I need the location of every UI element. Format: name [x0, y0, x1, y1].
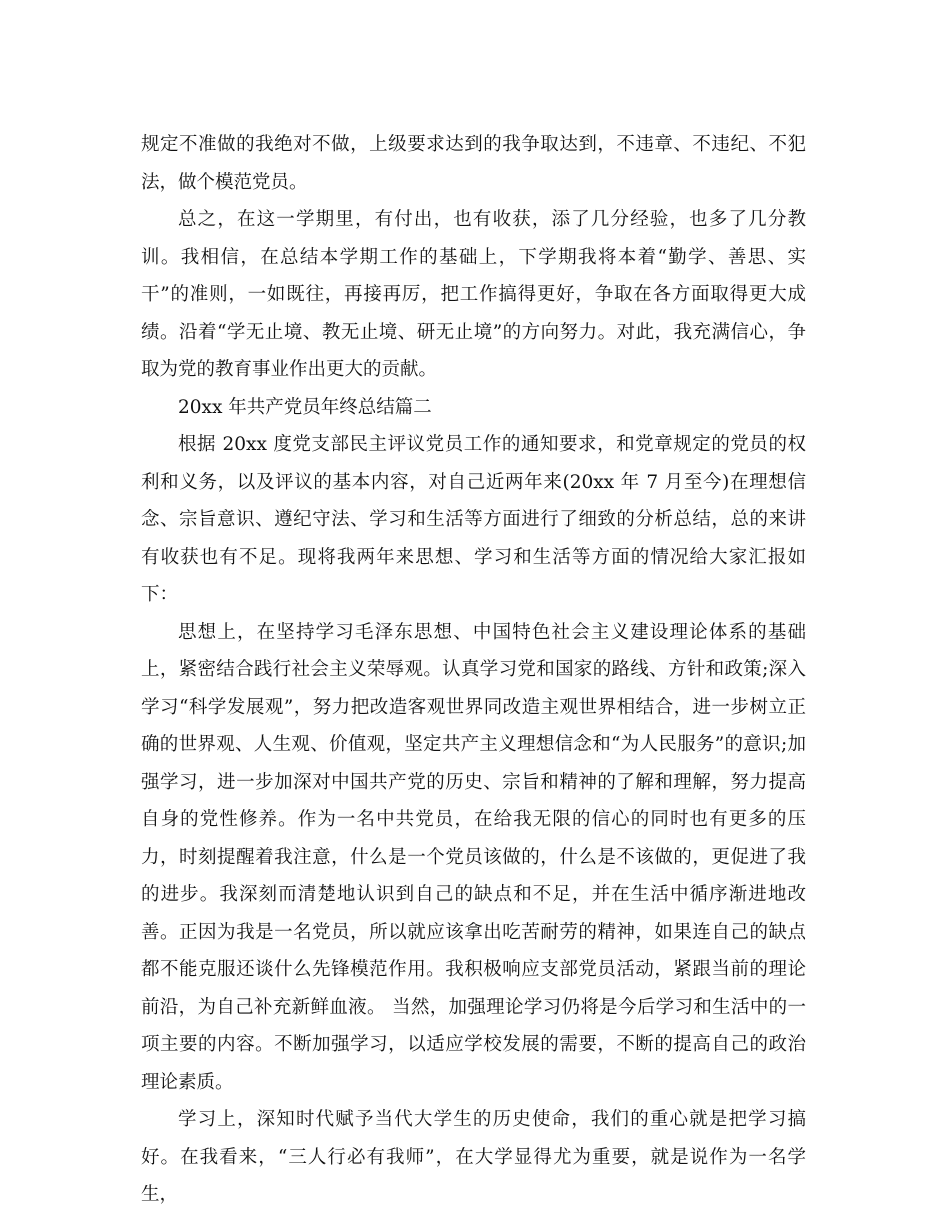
paragraph-ideology: 思想上，在坚持学习毛泽东思想、中国特色社会主义建设理论体系的基础上，紧密结合践行社会主义荣辱观。认真学习党和国家的路线、方针和政策;深入学习“科学发展观”，努力把改造客观世界同改造主观世界相结合，进一步树立正确的世界观、人生观、价值观，坚定共产主义理想信念和“为人民服务”的意识;加强学习，进一步加深对中国共产党的历史、宗旨和精神的了解和理解，努力提高自身的党性修养。作为一名中共党员，在给我无限的信心的同时也有更多的压力，时刻提醒着我注意，什么是一个党员该做的，什么是不该做的，更促进了我的进步。我深刻而清楚地认识到自己的缺点和不足，并在生活中循序渐进地改善。正因为我是一名党员，所以就应该拿出吃苦耐劳的精神，如果连自己的缺点都不能克服还谈什么先锋模范作用。我积极响应支部党员活动，紧跟当前的理论前沿，为自己补充新鲜血液。 当然，加强理论学习仍将是今后学习和生活中的一项主要的内容。不断加强学习，以适应学校发展的需要，不断的提高自己的政治理论素质。 [141, 621, 806, 1093]
paragraph-continuation: 规定不准做的我绝对不做，上级要求达到的我争取达到，不违章、不违纪、不犯法，做个模范党员。 [141, 134, 806, 193]
document-body [141, 126, 806, 1214]
paragraph-summary: 总之，在这一学期里，有付出，也有收获，添了几分经验，也多了几分教训。我相信，在总结本学期工作的基础上，下学期我将本着“勤学、善思、实干”的准则，一如既往，再接再厉，把工作搞得更好，争取在各方面取得更大成绩。沿着“学无止境、教无止境、研无止境”的方向努力。对此，我充满信心，争取为党的教育事业作出更大的贡献。 [141, 209, 806, 380]
section-heading: 20xx 年共产党员年终总结篇二 [178, 396, 432, 418]
paragraph-study: 学习上，深知时代赋予当代大学生的历史使命，我们的重心就是把学习搞好。在我看来，“三人行必有我师”，在大学显得尤为重要，就是说作为一名学生， [141, 1109, 806, 1205]
paragraph-introduction: 根据 20xx 度党支部民主评议党员工作的通知要求，和党章规定的党员的权利和义务，以及评议的基本内容，对自己近两年来(20xx 年 7 月至今)在理想信念、宗旨意识、遵纪守法、学习和生活等方面进行了细致的分析总结，总的来讲有收获也有不足。现将我两年来思想、学习和生活等方面的情况给大家汇报如下： [141, 434, 806, 605]
